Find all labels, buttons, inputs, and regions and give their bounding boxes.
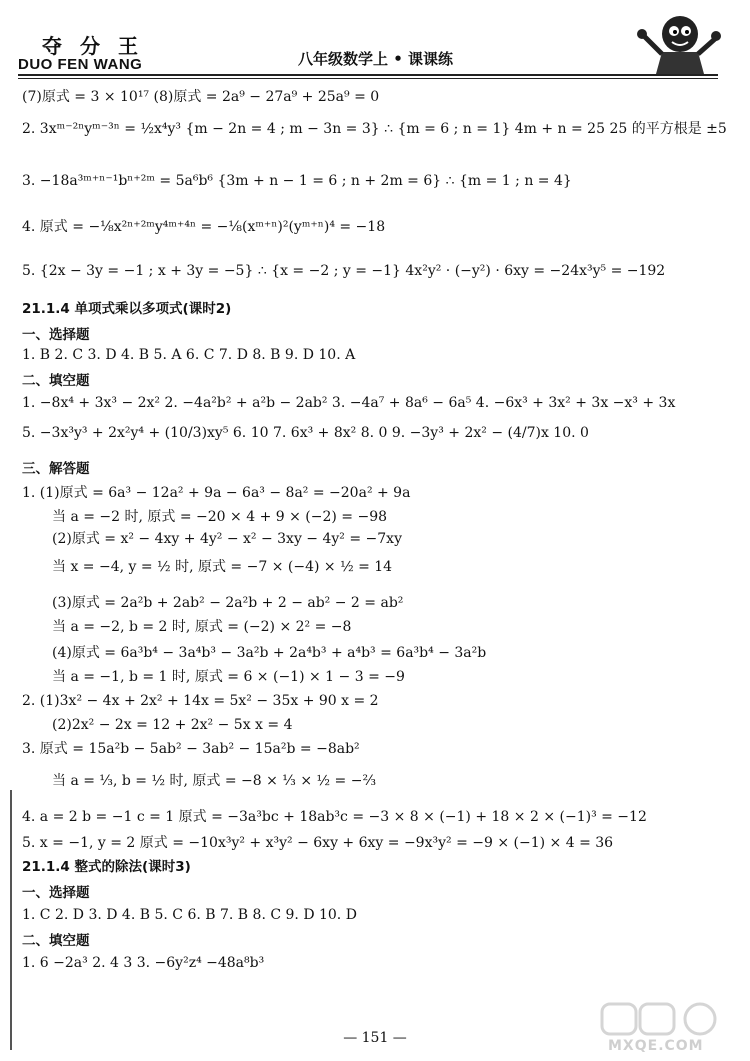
answer-line: 当 x = −4, y = ½ 时, 原式 = −7 × (−4) × ½ = 14 <box>52 559 393 575</box>
subsection-heading: 二、填空题 <box>22 933 90 949</box>
answer-line: 1. C 2. D 3. D 4. B 5. C 6. B 7. B 8. C 9. D 10. D <box>22 907 357 923</box>
answer-line: 4. a = 2 b = −1 c = 1 原式 = −3a³bc + 18ab³c = −3 × 8 × (−1) + 18 × 2 × (−1)³ = −12 <box>22 809 647 825</box>
answer-line: (3)原式 = 2a²b + 2ab² − 2a²b + 2 − ab² − 2 = ab² <box>52 595 404 611</box>
header-rule <box>18 74 718 76</box>
page-header <box>0 0 750 82</box>
subsection-heading: 二、填空题 <box>22 373 90 389</box>
section-heading: 21.1.4 单项式乘以多项式(课时2) <box>22 301 232 317</box>
mascot-icon <box>632 4 722 76</box>
answer-line: 2. 3xᵐ⁻²ⁿyᵐ⁻³ⁿ = ½x⁴y³ {m − 2n = 4 ; m − 3n = 3} ∴ {m = 6 ; n = 1} 4m + n = 25 25 的平方根是 ±5 <box>22 121 727 137</box>
watermark-text: MXQE.COM <box>608 1038 704 1054</box>
answer-line: 5. −3x³y³ + 2x²y⁴ + (10/3)xy⁵ 6. 10 7. 6x³ + 8x² 8. 0 9. −3y³ + 2x² − (4/7)x 10. 0 <box>22 425 589 441</box>
scan-edge-line <box>10 790 12 1050</box>
answer-line: 5. x = −1, y = 2 原式 = −10x³y² + x³y² − 6xy + 6xy = −9x³y² = −9 × (−1) × 4 = 36 <box>22 835 614 851</box>
answer-line: (2)2x² − 2x = 12 + 2x² − 5x x = 4 <box>52 717 293 733</box>
book-title: 八年级数学上 • 课课练 <box>298 50 454 68</box>
brand-chinese: 夺分王 <box>42 36 156 58</box>
subsection-heading: 一、选择题 <box>22 327 90 343</box>
answer-line: 3. 原式 = 15a²b − 5ab² − 3ab² − 15a²b = −8ab² <box>22 741 360 757</box>
watermark-logo-icon <box>600 1002 740 1038</box>
answer-line: 1. B 2. C 3. D 4. B 5. A 6. C 7. D 8. B 9. D 10. A <box>22 347 356 363</box>
answer-line: 1. 6 −2a³ 2. 4 3 3. −6y²z⁴ −48a⁸b³ <box>22 955 265 971</box>
answer-line: 2. (1)3x² − 4x + 2x² + 14x = 5x² − 35x + 90 x = 2 <box>22 693 379 709</box>
answer-line: (7)原式 = 3 × 10¹⁷ (8)原式 = 2a⁹ − 27a⁹ + 25a⁹ = 0 <box>22 89 380 105</box>
answer-line: 1. (1)原式 = 6a³ − 12a² + 9a − 6a³ − 8a² = −20a² + 9a <box>22 485 411 501</box>
subsection-heading: 一、选择题 <box>22 885 90 901</box>
answer-line: 1. −8x⁴ + 3x³ − 2x² 2. −4a²b² + a²b − 2ab² 3. −4a⁷ + 8a⁶ − 6a⁵ 4. −6x³ + 3x² + 3x −x³ + 3x <box>22 395 676 411</box>
answer-line: 当 a = −2 时, 原式 = −20 × 4 + 9 × (−2) = −98 <box>52 509 388 525</box>
answer-line: 当 a = ⅓, b = ½ 时, 原式 = −8 × ⅓ × ½ = −⅔ <box>52 773 377 789</box>
answer-line: 当 a = −1, b = 1 时, 原式 = 6 × (−1) × 1 − 3 = −9 <box>52 669 405 685</box>
section-heading: 21.1.4 整式的除法(课时3) <box>22 859 191 875</box>
header-rule-thin <box>18 78 718 79</box>
answer-line: (4)原式 = 6a³b⁴ − 3a⁴b³ − 3a²b + 2a⁴b³ + a⁴b³ = 6a³b⁴ − 3a²b <box>52 645 487 661</box>
answer-line: 3. −18a³ᵐ⁺ⁿ⁻¹bⁿ⁺²ᵐ = 5a⁶b⁶ {3m + n − 1 = 6 ; n + 2m = 6} ∴ {m = 1 ; n = 4} <box>22 173 572 189</box>
subsection-heading: 三、解答题 <box>22 461 90 477</box>
answer-line: 4. 原式 = −⅛x²ⁿ⁺²ᵐy⁴ᵐ⁺⁴ⁿ = −⅛(xᵐ⁺ⁿ)²(yᵐ⁺ⁿ)⁴ = −18 <box>22 219 386 235</box>
page-number: — 151 — <box>343 1030 407 1046</box>
watermark <box>600 1002 740 1058</box>
brand-english: DUO FEN WANG <box>18 56 143 73</box>
answer-line: 5. {2x − 3y = −1 ; x + 3y = −5} ∴ {x = −2 ; y = −1} 4x²y² · (−y²) · 6xy = −24x³y⁵ = −192 <box>22 263 666 279</box>
answer-line: 当 a = −2, b = 2 时, 原式 = (−2) × 2² = −8 <box>52 619 352 635</box>
answer-line: (2)原式 = x² − 4xy + 4y² − x² − 3xy − 4y² = −7xy <box>52 531 402 547</box>
